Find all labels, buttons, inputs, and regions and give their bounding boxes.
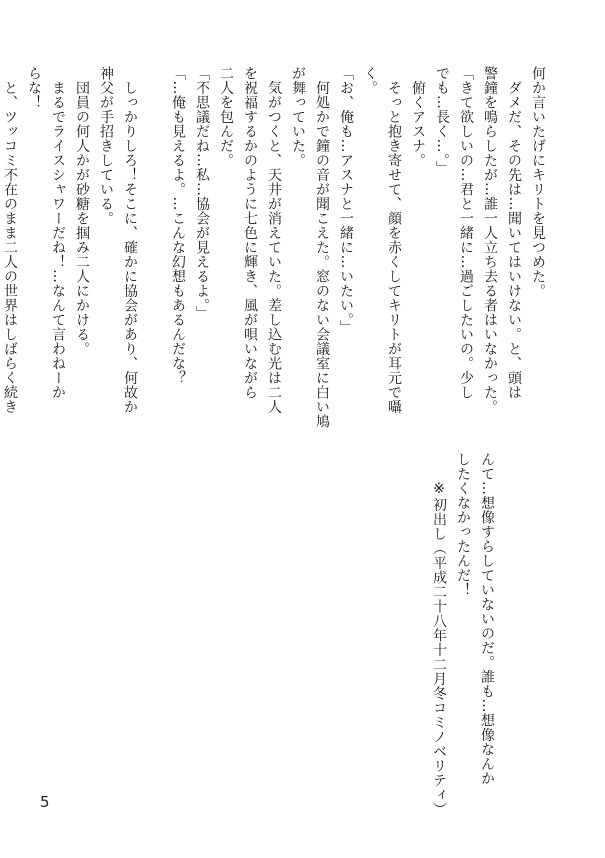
text-line: 俯くアスナ。 <box>410 66 426 168</box>
text-line <box>142 66 166 366</box>
text-line: く。 <box>362 66 378 95</box>
text-line: 何か言いたげにキリトを見つめた。 <box>530 66 546 298</box>
text-line: んて…想像すらしていないのだ。誰も…想像なんか <box>479 452 495 786</box>
text-line: を祝福するかのように七色に輝き、風が唄いながら <box>242 66 258 400</box>
text-line: らな！ <box>26 66 42 110</box>
text-line: 「きて欲しいの…君と一緒に…過ごしたいの。少し <box>458 66 474 400</box>
text-line: 「…俺も見えるよ。…こんな幻想もあるんだな？ <box>170 66 186 385</box>
text-line: しっかりしろ！そこに、確かに協会があり、何故か <box>122 66 138 414</box>
text-line: 二人を包んだ。 <box>218 66 234 168</box>
text-line: が舞っていた。 <box>290 66 306 168</box>
text-line: まるでライスシャワーだね！…なんて言わねーか <box>50 66 66 400</box>
text-line: 気がつくと、天井が消えていた。差し込む光は二人 <box>266 66 282 414</box>
text-line: 何処かで鐘の音が聞こえた。窓のない会議室に白い鳩 <box>314 66 330 429</box>
main-text-upper <box>0 66 550 429</box>
text-line: ※初出し（平成二十八年十二月冬コミノベリティ） <box>431 452 447 817</box>
page-number: 5 <box>40 793 50 811</box>
text-line: 「お、俺も…アスナと一緒に…いたい。」 <box>338 66 354 335</box>
text-line: 「不思議だね…私…協会が見えるよ。」 <box>194 66 210 320</box>
text-line: 神父が手招きしている。 <box>98 66 114 226</box>
text-line: ダメだ、その先は…聞いてはいけない。と、頭は <box>506 66 522 400</box>
main-text-lower <box>427 452 499 817</box>
text-line: 団員の何人かが砂糖を掴み二人にかける。 <box>74 66 90 356</box>
text-line: したくなかったんだ！ <box>455 452 471 597</box>
text-line: そっと抱き寄せて、顔を赤くしてキリトが耳元で囁 <box>386 66 402 414</box>
text-line: 警鐘を鳴らしたが…誰一人立ち去る者はいなかった。 <box>482 66 498 414</box>
text-line: でも…長く…。」 <box>434 66 450 175</box>
text-line: と、ツッコミ不在のまま二人の世界はしばらく続き <box>2 66 18 414</box>
